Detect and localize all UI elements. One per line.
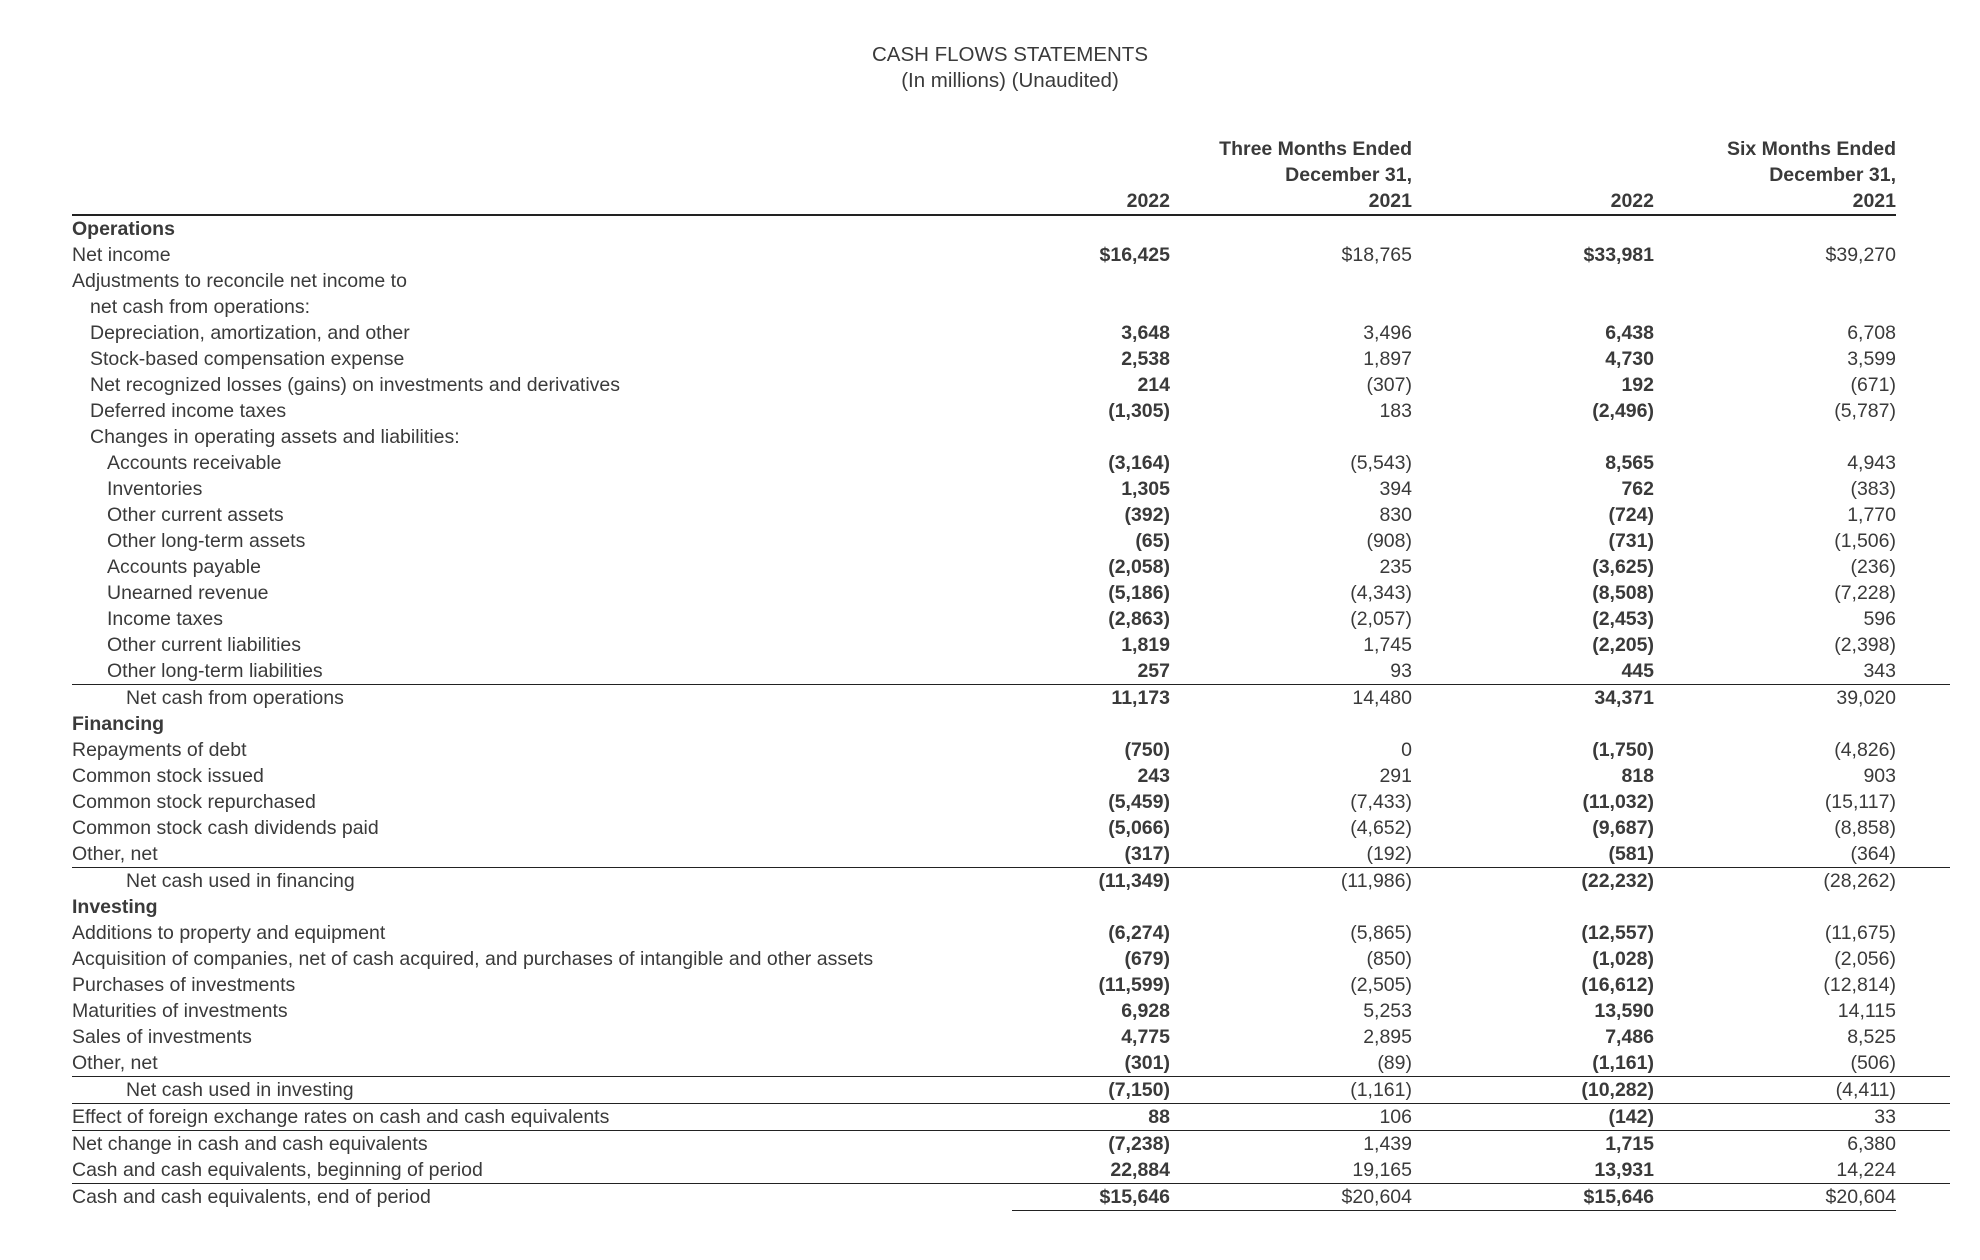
value-cell <box>1654 268 1896 294</box>
value-cell: 14,115 <box>1837 1000 1896 1022</box>
table-row <box>72 346 1950 372</box>
value-cell: 1,770 <box>1847 504 1896 526</box>
table-row <box>72 476 1950 502</box>
value-cell: (581) <box>1608 843 1654 865</box>
value-cell: (750) <box>1124 739 1170 761</box>
value-cell: (142) <box>1412 1104 1654 1131</box>
value-cell: (731) <box>1608 530 1654 552</box>
value-cell: (236) <box>1850 556 1896 578</box>
table-row <box>72 972 1950 998</box>
table-row <box>72 320 1950 346</box>
value-cell: (7,238) <box>1108 1133 1170 1155</box>
value-cell: 6,438 <box>1605 322 1654 344</box>
value-cell: $18,765 <box>1341 244 1412 266</box>
value-cell: (2,496) <box>1592 400 1654 422</box>
value-cell: (7,150) <box>1012 1077 1170 1104</box>
value-cell: (5,186) <box>1108 582 1170 604</box>
table-row <box>72 658 1950 685</box>
value-cell: (65) <box>1135 530 1170 552</box>
value-cell: 4,730 <box>1605 348 1654 370</box>
value-cell <box>1412 215 1654 242</box>
column-header-2021-six-months: 2021 <box>1654 188 1896 215</box>
value-cell: 14,480 <box>1170 685 1412 712</box>
row-label: Repayments of debt <box>72 739 247 761</box>
value-cell: (11,599) <box>1098 974 1170 996</box>
value-cell <box>1412 424 1654 450</box>
value-cell: (16,612) <box>1581 974 1654 996</box>
value-cell: 596 <box>1863 608 1896 630</box>
value-cell <box>1412 894 1654 920</box>
value-cell: (908) <box>1366 530 1412 552</box>
value-cell: (22,232) <box>1412 868 1654 895</box>
value-cell: 192 <box>1621 374 1654 396</box>
value-cell: (11,675) <box>1824 922 1896 944</box>
value-cell: $20,604 <box>1170 1184 1412 1211</box>
value-cell: 2,895 <box>1363 1026 1412 1048</box>
row-label: Net cash from operations <box>72 685 1012 712</box>
cash-flows-body <box>72 215 1950 1211</box>
table-row <box>72 242 1950 268</box>
value-cell: 93 <box>1390 660 1412 682</box>
value-cell: 818 <box>1621 765 1654 787</box>
value-cell: 6,928 <box>1121 1000 1170 1022</box>
value-cell: 88 <box>1012 1104 1170 1131</box>
table-row <box>72 372 1950 398</box>
row-label: Net cash used in financing <box>72 868 1012 895</box>
table-row <box>72 841 1950 868</box>
table-row <box>72 268 1950 294</box>
value-cell: 6,380 <box>1847 1133 1896 1155</box>
row-label: Other long-term assets <box>107 530 306 552</box>
value-cell: (12,814) <box>1823 974 1896 996</box>
value-cell <box>1654 294 1896 320</box>
section-label: Financing <box>72 713 165 735</box>
row-label: Changes in operating assets and liabilities: <box>90 426 460 448</box>
row-label: Common stock issued <box>72 765 264 787</box>
value-cell <box>1170 894 1412 920</box>
column-header-2021-three-months: 2021 <box>1170 188 1412 215</box>
value-cell: 39,020 <box>1654 685 1896 712</box>
value-cell: 8,565 <box>1605 452 1654 474</box>
value-cell: (2,505) <box>1350 974 1412 996</box>
value-cell: (8,858) <box>1834 817 1896 839</box>
value-cell: (4,826) <box>1834 739 1896 761</box>
value-cell: (671) <box>1850 374 1896 396</box>
value-cell: 183 <box>1379 400 1412 422</box>
period-header-six-months: Six Months Ended December 31, <box>1727 138 1897 186</box>
value-cell: (317) <box>1124 843 1170 865</box>
value-cell <box>1412 294 1654 320</box>
value-cell: 291 <box>1379 765 1412 787</box>
value-cell: 1,819 <box>1121 634 1170 656</box>
value-cell <box>1170 294 1412 320</box>
table-row <box>72 1050 1950 1077</box>
section-label: Operations <box>72 218 175 240</box>
total-row <box>72 868 1950 895</box>
value-cell: 4,943 <box>1847 452 1896 474</box>
value-cell: (364) <box>1850 843 1896 865</box>
value-cell: (1,161) <box>1170 1077 1412 1104</box>
table-row <box>72 920 1950 946</box>
value-cell <box>1012 711 1170 737</box>
value-cell: 8,525 <box>1847 1026 1896 1048</box>
value-cell: 13,931 <box>1594 1159 1654 1181</box>
value-cell: 6,708 <box>1847 322 1896 344</box>
row-label: Maturities of investments <box>72 1000 288 1022</box>
value-cell: (11,032) <box>1582 791 1654 813</box>
value-cell: 1,305 <box>1121 478 1170 500</box>
value-cell: 106 <box>1170 1104 1412 1131</box>
section-header-row <box>72 711 1950 737</box>
section-header-row <box>72 215 1950 242</box>
table-row <box>72 294 1950 320</box>
value-cell: 903 <box>1863 765 1896 787</box>
row-label: Depreciation, amortization, and other <box>90 322 410 344</box>
row-label: Cash and cash equivalents, beginning of period <box>72 1159 483 1181</box>
value-cell: 11,173 <box>1012 685 1170 712</box>
value-cell: (850) <box>1366 948 1412 970</box>
row-label: Accounts payable <box>107 556 261 578</box>
value-cell: 14,224 <box>1836 1159 1896 1181</box>
value-cell: (679) <box>1124 948 1170 970</box>
statement-title: CASH FLOWS STATEMENTS <box>871 43 1148 66</box>
value-cell: (1,161) <box>1592 1052 1654 1074</box>
value-cell: 13,590 <box>1594 1000 1654 1022</box>
section-header-row <box>72 894 1950 920</box>
value-cell: 1,715 <box>1605 1133 1654 1155</box>
value-cell: (2,056) <box>1834 948 1896 970</box>
value-cell: $16,425 <box>1099 244 1170 266</box>
value-cell: 3,496 <box>1363 322 1412 344</box>
cash-flows-table <box>72 136 1950 1211</box>
period-header-three-months: Three Months Ended December 31, <box>1219 138 1412 186</box>
column-header-2022-three-months: 2022 <box>1012 188 1170 215</box>
row-label: Other long-term liabilities <box>107 660 323 682</box>
statement-subtitle: (In millions) (Unaudited) <box>901 69 1119 92</box>
table-row <box>72 1024 1950 1050</box>
table-row <box>72 398 1950 424</box>
value-cell: (28,262) <box>1654 868 1896 895</box>
value-cell: (392) <box>1124 504 1170 526</box>
value-cell: (12,557) <box>1581 922 1654 944</box>
value-cell <box>1012 268 1170 294</box>
value-cell: (11,986) <box>1170 868 1412 895</box>
value-cell: (8,508) <box>1592 582 1654 604</box>
value-cell <box>1654 424 1896 450</box>
table-row <box>72 1157 1950 1184</box>
total-row <box>72 1077 1950 1104</box>
value-cell: (7,228) <box>1834 582 1896 604</box>
value-cell: (2,453) <box>1592 608 1654 630</box>
value-cell: 235 <box>1379 556 1412 578</box>
value-cell: (2,058) <box>1108 556 1170 578</box>
value-cell <box>1412 268 1654 294</box>
value-cell: (1,028) <box>1592 948 1654 970</box>
value-cell <box>1170 424 1412 450</box>
value-cell: (2,205) <box>1592 634 1654 656</box>
table-row <box>72 946 1950 972</box>
value-cell: $33,981 <box>1583 244 1654 266</box>
value-cell: 2,538 <box>1121 348 1170 370</box>
value-cell: 7,486 <box>1605 1026 1654 1048</box>
value-cell: 22,884 <box>1110 1159 1170 1181</box>
column-header-2022-six-months: 2022 <box>1412 188 1654 215</box>
value-cell: (383) <box>1850 478 1896 500</box>
row-label: Deferred income taxes <box>90 400 287 422</box>
row-label: Adjustments to reconcile net income to <box>72 270 407 292</box>
value-cell: (1,305) <box>1108 400 1170 422</box>
section-label: Investing <box>72 896 158 918</box>
value-cell: (307) <box>1366 374 1412 396</box>
value-cell: (2,398) <box>1834 634 1896 656</box>
row-label: Net recognized losses (gains) on investments and derivatives <box>90 374 621 396</box>
value-cell: 445 <box>1621 660 1654 682</box>
value-cell: 34,371 <box>1412 685 1654 712</box>
table-row <box>72 763 1950 789</box>
value-cell <box>1412 711 1654 737</box>
row-label: Income taxes <box>107 608 223 630</box>
value-cell: (2,057) <box>1350 608 1412 630</box>
row-label: Accounts receivable <box>107 452 282 474</box>
table-row <box>72 450 1950 476</box>
value-cell <box>1170 711 1412 737</box>
value-cell: (724) <box>1608 504 1654 526</box>
row-label: Net income <box>72 244 171 266</box>
value-cell <box>1012 215 1170 242</box>
value-cell: (3,625) <box>1592 556 1654 578</box>
value-cell: 1,745 <box>1363 634 1412 656</box>
table-row <box>72 424 1950 450</box>
row-label: Acquisition of companies, net of cash acquired, and purchases of intangible and other assets <box>72 948 874 970</box>
row-label: Net change in cash and cash equivalents <box>72 1133 428 1155</box>
row-label: Cash and cash equivalents, end of period <box>72 1184 1012 1211</box>
value-cell <box>1012 894 1170 920</box>
value-cell: 394 <box>1379 478 1412 500</box>
value-cell: (506) <box>1850 1052 1896 1074</box>
value-cell: (5,459) <box>1108 791 1170 813</box>
table-row <box>72 580 1950 606</box>
table-row <box>72 528 1950 554</box>
row-label: Other current assets <box>107 504 284 526</box>
value-cell: 5,253 <box>1363 1000 1412 1022</box>
value-cell: (15,117) <box>1824 791 1896 813</box>
value-cell: (1,750) <box>1592 739 1654 761</box>
value-cell: (301) <box>1124 1052 1170 1074</box>
row-label: Inventories <box>107 478 203 500</box>
table-row <box>72 502 1950 528</box>
row-label: Common stock cash dividends paid <box>72 817 379 839</box>
row-label: Common stock repurchased <box>72 791 316 813</box>
value-cell: (192) <box>1366 843 1412 865</box>
table-row <box>72 815 1950 841</box>
value-cell: (4,343) <box>1350 582 1412 604</box>
value-cell: (4,652) <box>1350 817 1412 839</box>
row-label: Net cash used in investing <box>72 1077 1012 1104</box>
row-label: Other, net <box>72 1052 158 1074</box>
row-label: Stock-based compensation expense <box>90 348 405 370</box>
value-cell: (89) <box>1377 1052 1412 1074</box>
row-label: Purchases of investments <box>72 974 296 996</box>
value-cell: $20,604 <box>1654 1184 1896 1211</box>
value-cell: (3,164) <box>1108 452 1170 474</box>
value-cell <box>1654 894 1896 920</box>
row-label: Sales of investments <box>72 1026 252 1048</box>
statement-title-block <box>0 42 1980 94</box>
value-cell: (2,863) <box>1108 608 1170 630</box>
value-cell: $15,646 <box>1412 1184 1654 1211</box>
value-cell <box>1012 294 1170 320</box>
value-cell: 33 <box>1654 1104 1896 1131</box>
table-row <box>72 789 1950 815</box>
value-cell: 343 <box>1863 660 1896 682</box>
row-label: Other, net <box>72 843 158 865</box>
value-cell: 19,165 <box>1352 1159 1412 1181</box>
value-cell: 830 <box>1379 504 1412 526</box>
value-cell: 762 <box>1621 478 1654 500</box>
value-cell: (5,787) <box>1834 400 1896 422</box>
value-cell <box>1170 215 1412 242</box>
table-row <box>72 737 1950 763</box>
row-label: Other current liabilities <box>107 634 301 656</box>
table-row <box>72 606 1950 632</box>
value-cell: (4,411) <box>1654 1077 1896 1104</box>
table-row <box>72 554 1950 580</box>
table-row <box>72 1104 1950 1131</box>
value-cell: (5,543) <box>1350 452 1412 474</box>
value-cell: (10,282) <box>1412 1077 1654 1104</box>
value-cell: (5,066) <box>1108 817 1170 839</box>
total-row <box>72 685 1950 712</box>
value-cell: (11,349) <box>1012 868 1170 895</box>
row-label: Additions to property and equipment <box>72 922 386 944</box>
value-cell <box>1654 711 1896 737</box>
value-cell: 257 <box>1137 660 1170 682</box>
row-label: Unearned revenue <box>107 582 269 604</box>
value-cell: 0 <box>1401 739 1412 761</box>
value-cell: 1,897 <box>1363 348 1412 370</box>
value-cell: $39,270 <box>1825 244 1896 266</box>
table-row <box>72 998 1950 1024</box>
value-cell: 4,775 <box>1121 1026 1170 1048</box>
table-row <box>72 632 1950 658</box>
value-cell: 1,439 <box>1363 1133 1412 1155</box>
value-cell: $15,646 <box>1012 1184 1170 1211</box>
value-cell: 3,648 <box>1121 322 1170 344</box>
value-cell <box>1012 424 1170 450</box>
table-row <box>72 1184 1950 1211</box>
value-cell: (9,687) <box>1592 817 1654 839</box>
row-label: Effect of foreign exchange rates on cash and cash equivalents <box>72 1104 1012 1131</box>
value-cell <box>1170 268 1412 294</box>
value-cell: 243 <box>1137 765 1170 787</box>
value-cell: (6,274) <box>1108 922 1170 944</box>
table-row <box>72 1131 1950 1158</box>
value-cell: (7,433) <box>1350 791 1412 813</box>
value-cell <box>1654 215 1896 242</box>
row-label: net cash from operations: <box>90 296 311 318</box>
value-cell: 3,599 <box>1847 348 1896 370</box>
value-cell: 214 <box>1137 374 1170 396</box>
value-cell: (5,865) <box>1350 922 1412 944</box>
value-cell: (1,506) <box>1834 530 1896 552</box>
